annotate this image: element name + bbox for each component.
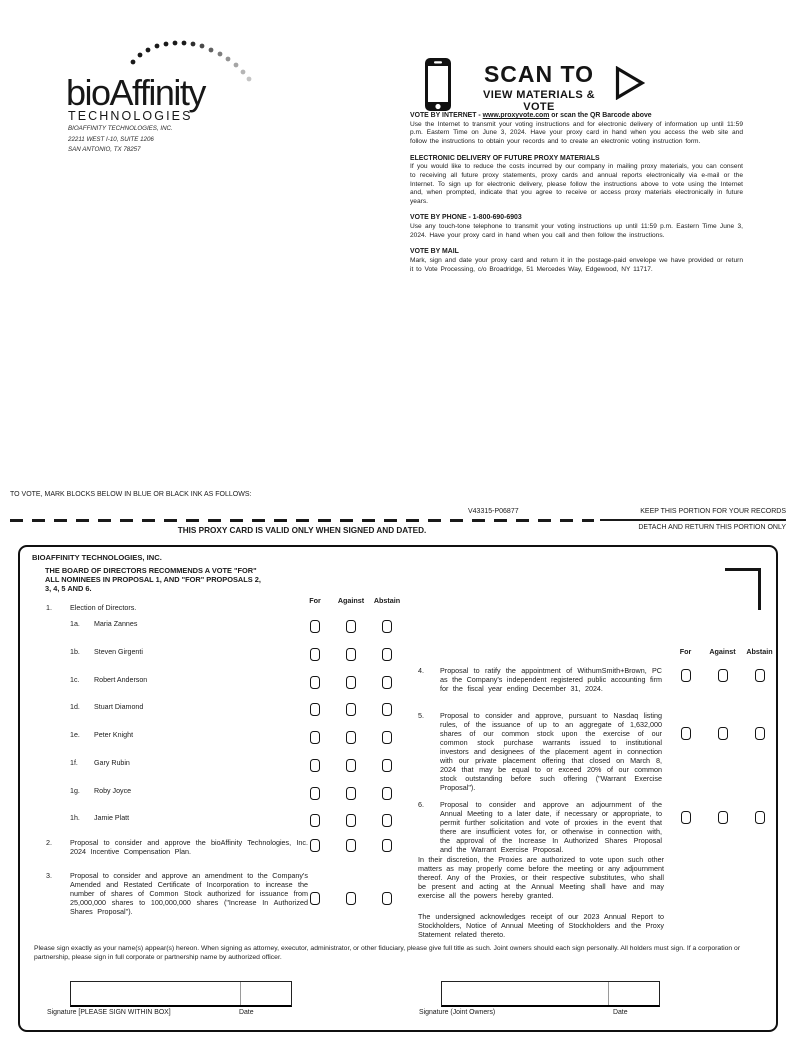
checkbox-p4-against[interactable]: [718, 669, 728, 682]
smartphone-icon: [424, 57, 452, 112]
checkbox-1e-against[interactable]: [346, 731, 356, 744]
vote-by-phone-heading: VOTE BY PHONE - 1-800-690-6903: [410, 214, 522, 222]
date-input-primary[interactable]: [240, 982, 291, 1005]
scan-banner: [468, 61, 610, 113]
checkbox-1f-against[interactable]: [346, 759, 356, 772]
proposal-6-text: Proposal to consider and approve an adjournment of the Annual Meeting to a later date, if necessary or appropriate, to permit further solicitation and vote of proxies in the event that there are insufficient votes for, or otherwise in connection with, the approval of the Increase In Authorized Shares Proposal and the Warrant Exercise Proposal.: [440, 800, 662, 854]
checkbox-1h-against[interactable]: [346, 814, 356, 827]
proxyvote-link[interactable]: www.proxyvote.com: [482, 112, 550, 119]
vote-methods: [410, 112, 743, 282]
vote-by-mail-body: Mark, sign and date your proxy card and return it in the postage-paid envelope we have provided or return it to Vote Processing, c/o Broadridge, 51 Mercedes Way, Edgewood, NY 11717.: [410, 257, 743, 273]
checkbox-p2-abstain[interactable]: [382, 839, 392, 852]
checkbox-p5-abstain[interactable]: [755, 727, 765, 740]
proposal-6-number: 6.: [418, 800, 424, 809]
col-against: Against: [709, 647, 736, 656]
logo-text-affinity: Affinity: [109, 72, 205, 113]
card-company-name: BIOAFFINITY TECHNOLOGIES, INC.: [32, 553, 162, 562]
nominee-id: 1g.: [70, 787, 80, 795]
vote-boxes-1d: [297, 703, 405, 716]
vote-boxes-1b: [297, 648, 405, 661]
proposal-3-number: 3.: [46, 871, 52, 880]
nominee-id: 1e.: [70, 731, 80, 739]
vote-boxes-1e: [297, 731, 405, 744]
records-underline: [600, 519, 786, 521]
checkbox-1c-against[interactable]: [346, 676, 356, 689]
checkbox-p2-for[interactable]: [310, 839, 320, 852]
proposal-2-text: Proposal to consider and approve the bioAffinity Technologies, Inc. 2024 Incentive Compensation Plan.: [70, 838, 308, 856]
nominee-row-1f: [20, 759, 440, 774]
logo-text-bio: bio: [66, 72, 110, 113]
detach-portion-text: DETACH AND RETURN THIS PORTION ONLY: [638, 524, 786, 531]
recommendation-line: ALL NOMINEES IN PROPOSAL 1, AND "FOR" PROPOSALS 2,: [45, 575, 261, 584]
alignment-corner-mark: [725, 568, 761, 610]
col-against: Against: [337, 596, 365, 605]
checkbox-1c-for[interactable]: [310, 676, 320, 689]
nominee-name: Peter Knight: [94, 731, 134, 739]
nominee-name: Robert Anderson: [94, 676, 148, 684]
nominee-row-1h: [20, 814, 440, 829]
checkbox-1f-for[interactable]: [310, 759, 320, 772]
nominee-id: 1h.: [70, 814, 80, 822]
nominee-name: Stuart Diamond: [94, 703, 144, 711]
checkbox-p6-against[interactable]: [718, 811, 728, 824]
recommendation-line: THE BOARD OF DIRECTORS RECOMMENDS A VOTE "FOR": [45, 566, 257, 575]
checkbox-1d-against[interactable]: [346, 703, 356, 716]
company-address: [68, 124, 173, 156]
triangle-right-icon: [615, 66, 645, 100]
control-number: V43315-P06877: [468, 508, 519, 515]
vote-by-internet-heading: [410, 112, 743, 121]
nominee-name: Roby Joyce: [94, 787, 132, 795]
nominee-id: 1a.: [70, 620, 80, 628]
valid-when-signed-notice: THIS PROXY CARD IS VALID ONLY WHEN SIGNED AND DATED.: [177, 526, 427, 535]
signature-box-primary: [70, 981, 292, 1007]
mark-blocks-instruction: TO VOTE, MARK BLOCKS BELOW IN BLUE OR BLACK INK AS FOLLOWS:: [10, 491, 252, 498]
vote-boxes-1h: [297, 814, 405, 827]
checkbox-p6-abstain[interactable]: [755, 811, 765, 824]
scan-subtitle: VIEW MATERIALS & VOTE: [483, 89, 595, 113]
vote-by-internet-body: Use the Internet to transmit your voting instructions and for electronic delivery of information up until 11:59 p.m. Eastern Time on June 3, 2024. Have your proxy card in hand when you access the web site and follow the instructions to obtain your records and to create an electronic voting instruction form.: [410, 120, 743, 145]
checkbox-1g-abstain[interactable]: [382, 787, 392, 800]
vote-columns-header-left: [297, 596, 405, 605]
checkbox-p3-abstain[interactable]: [382, 892, 392, 905]
col-for: For: [309, 596, 321, 605]
checkbox-p3-for[interactable]: [310, 892, 320, 905]
vote-boxes-1g: [297, 787, 405, 800]
checkbox-p5-for[interactable]: [681, 727, 691, 740]
nominee-row-1c: [20, 676, 440, 691]
proposal-4-number: 4.: [418, 666, 424, 675]
nominee-row-1a: [20, 620, 440, 635]
checkbox-1b-abstain[interactable]: [382, 648, 392, 661]
checkbox-1e-for[interactable]: [310, 731, 320, 744]
checkbox-1g-for[interactable]: [310, 787, 320, 800]
nominee-row-1g: [20, 787, 440, 802]
date-label-primary: Date: [239, 1009, 254, 1016]
heading-suffix: or scan the QR Barcode above: [549, 112, 652, 119]
col-abstain: Abstain: [746, 647, 773, 656]
proposal-number: 1.: [46, 603, 52, 612]
electronic-delivery-body: If you would like to reduce the costs incurred by our company in mailing proxy materials, you can consent to receiving all future proxy statements, proxy cards and annual reports electronically via e-mail or the Internet. To sign up for electronic delivery, please follow the instructions above to vote using the Internet and, when prompted, indicate that you agree to receive or access proxy materials electronically in future years.: [410, 163, 743, 205]
checkbox-1d-abstain[interactable]: [382, 703, 392, 716]
vote-boxes-1a: [297, 620, 405, 633]
address-line: SAN ANTONIO, TX 78257: [68, 146, 141, 153]
vote-by-internet-section: [410, 112, 743, 147]
vote-boxes-proposal-6: [667, 811, 778, 824]
signature-primary-label: Signature [PLEASE SIGN WITHIN BOX]: [47, 1009, 171, 1016]
checkbox-p4-for[interactable]: [681, 669, 691, 682]
signature-box-joint: [441, 981, 660, 1007]
proxy-card: [18, 545, 778, 1032]
date-input-joint[interactable]: [608, 982, 659, 1005]
vote-by-phone-body: Use any touch-tone telephone to transmit your voting instructions up until 11:59 p.m. Eastern Time June 3, 2024. Have your proxy card in hand when you call and then follow the instructions.: [410, 223, 743, 239]
nominee-id: 1f.: [70, 759, 78, 767]
checkbox-p6-for[interactable]: [681, 811, 691, 824]
vote-by-phone-section: [410, 214, 743, 240]
checkbox-1a-for[interactable]: [310, 620, 320, 633]
nominee-name: Gary Rubin: [94, 759, 130, 767]
vote-boxes-1f: [297, 759, 405, 772]
vote-boxes-proposal-2: [297, 839, 405, 852]
checkbox-1h-for[interactable]: [310, 814, 320, 827]
nominee-id: 1d.: [70, 703, 80, 711]
proposal-title: Election of Directors.: [70, 603, 137, 612]
nominee-name: Jamie Platt: [94, 814, 130, 822]
receipt-acknowledgement: The undersigned acknowledges receipt of our 2023 Annual Report to Stockholders, Notice of Annual Meeting of Stockholders and the Proxy Statement related thereto.: [418, 912, 664, 939]
checkbox-1g-against[interactable]: [346, 787, 356, 800]
signature-joint-label: Signature (Joint Owners): [419, 1009, 496, 1016]
nominee-row-1b: [20, 648, 440, 663]
signature-input-joint[interactable]: [442, 982, 608, 1005]
vote-boxes-1c: [297, 676, 405, 689]
board-recommendation: [45, 566, 261, 593]
heading-prefix: VOTE BY INTERNET -: [410, 112, 483, 119]
address-line: 22211 WEST I-10, SUITE 1206: [68, 135, 154, 143]
vote-boxes-proposal-4: [667, 669, 778, 682]
checkbox-1e-abstain[interactable]: [382, 731, 392, 744]
nominee-row-1e: [20, 731, 440, 746]
nominee-name: Maria Zannes: [94, 620, 138, 628]
checkbox-1c-abstain[interactable]: [382, 676, 392, 689]
proposal-5-number: 5.: [418, 711, 424, 720]
signature-input-primary[interactable]: [71, 982, 240, 1005]
proposal-3-text: Proposal to consider and approve an amendment to the Company's Amended and Restated Certificate of Incorporation to increase the number of shares of Common Stock authorized for issuance from 25,000,000 shares to 100,000,000 shares ("Increase In Authorized Shares Proposal").: [70, 871, 308, 916]
col-for: For: [679, 647, 692, 656]
recommendation-line: 3, 4, 5 AND 6.: [45, 584, 92, 593]
checkbox-p3-against[interactable]: [346, 892, 356, 905]
vote-by-mail-heading: VOTE BY MAIL: [410, 248, 459, 256]
address-line: BIOAFFINITY TECHNOLOGIES, INC.: [68, 125, 173, 132]
vote-boxes-proposal-5: [667, 727, 778, 740]
nominee-name: Steven Girgenti: [94, 648, 143, 656]
col-abstain: Abstain: [373, 596, 401, 605]
detach-dashed-line: [10, 519, 594, 522]
vote-columns-header-right: [667, 647, 778, 656]
vote-by-mail-section: [410, 248, 743, 274]
checkbox-p4-abstain[interactable]: [755, 669, 765, 682]
discretion-note: In their discretion, the Proxies are authorized to vote upon such other matters as may properly come before the meeting or any adjournment thereof. Any of the Proxies, or their respective substitutes, who shall be present and acting at the Annual Meeting shall have and may exercise all the powers hereby granted.: [418, 855, 664, 900]
checkbox-1f-abstain[interactable]: [382, 759, 392, 772]
checkbox-1h-abstain[interactable]: [382, 814, 392, 827]
logo-subtitle: TECHNOLOGIES: [68, 109, 193, 123]
checkbox-1b-against[interactable]: [346, 648, 356, 661]
checkbox-p5-against[interactable]: [718, 727, 728, 740]
vote-boxes-proposal-3: [297, 892, 405, 905]
proposal-4-text: Proposal to ratify the appointment of WithumSmith+Brown, PC as the Company's independent registered public accounting firm for the fiscal year ending December 31, 2024.: [440, 666, 662, 693]
proposal-5-text: Proposal to consider and approve, pursuant to Nasdaq listing rules, of the issuance of up to an aggregate of 1,632,000 shares of our common stock upon the exercise of our common stock purchase warrants issued to institutional investors and designees of the placement agent in connection with our private placement offering that closed on March 8, 2024 that may be equal to or exceed 20% of our common stock outstanding before such offering ("Warrant Exercise Proposal").: [440, 711, 662, 792]
proposal-2-number: 2.: [46, 838, 52, 847]
electronic-delivery-section: [410, 155, 743, 207]
checkbox-1d-for[interactable]: [310, 703, 320, 716]
nominee-id: 1b.: [70, 648, 80, 656]
checkbox-1a-abstain[interactable]: [382, 620, 392, 633]
keep-portion-text: KEEP THIS PORTION FOR YOUR RECORDS: [640, 508, 786, 515]
date-label-joint: Date: [613, 1009, 628, 1016]
nominee-row-1d: [20, 703, 440, 718]
checkbox-1a-against[interactable]: [346, 620, 356, 633]
scan-title: SCAN TO: [483, 61, 595, 87]
company-logo: [66, 72, 205, 114]
checkbox-p2-against[interactable]: [346, 839, 356, 852]
nominee-id: 1c.: [70, 676, 80, 684]
sign-instruction: Please sign exactly as your name(s) appear(s) hereon. When signing as attorney, executor, administrator, or other fiduciary, please give full title as such. Joint owners should each sign personally. All holders must sign. If a corporation or partnership, please sign in full corporate or partnership name by authorized officer.: [34, 945, 741, 961]
electronic-delivery-heading: ELECTRONIC DELIVERY OF FUTURE PROXY MATERIALS: [410, 154, 600, 162]
checkbox-1b-for[interactable]: [310, 648, 320, 661]
